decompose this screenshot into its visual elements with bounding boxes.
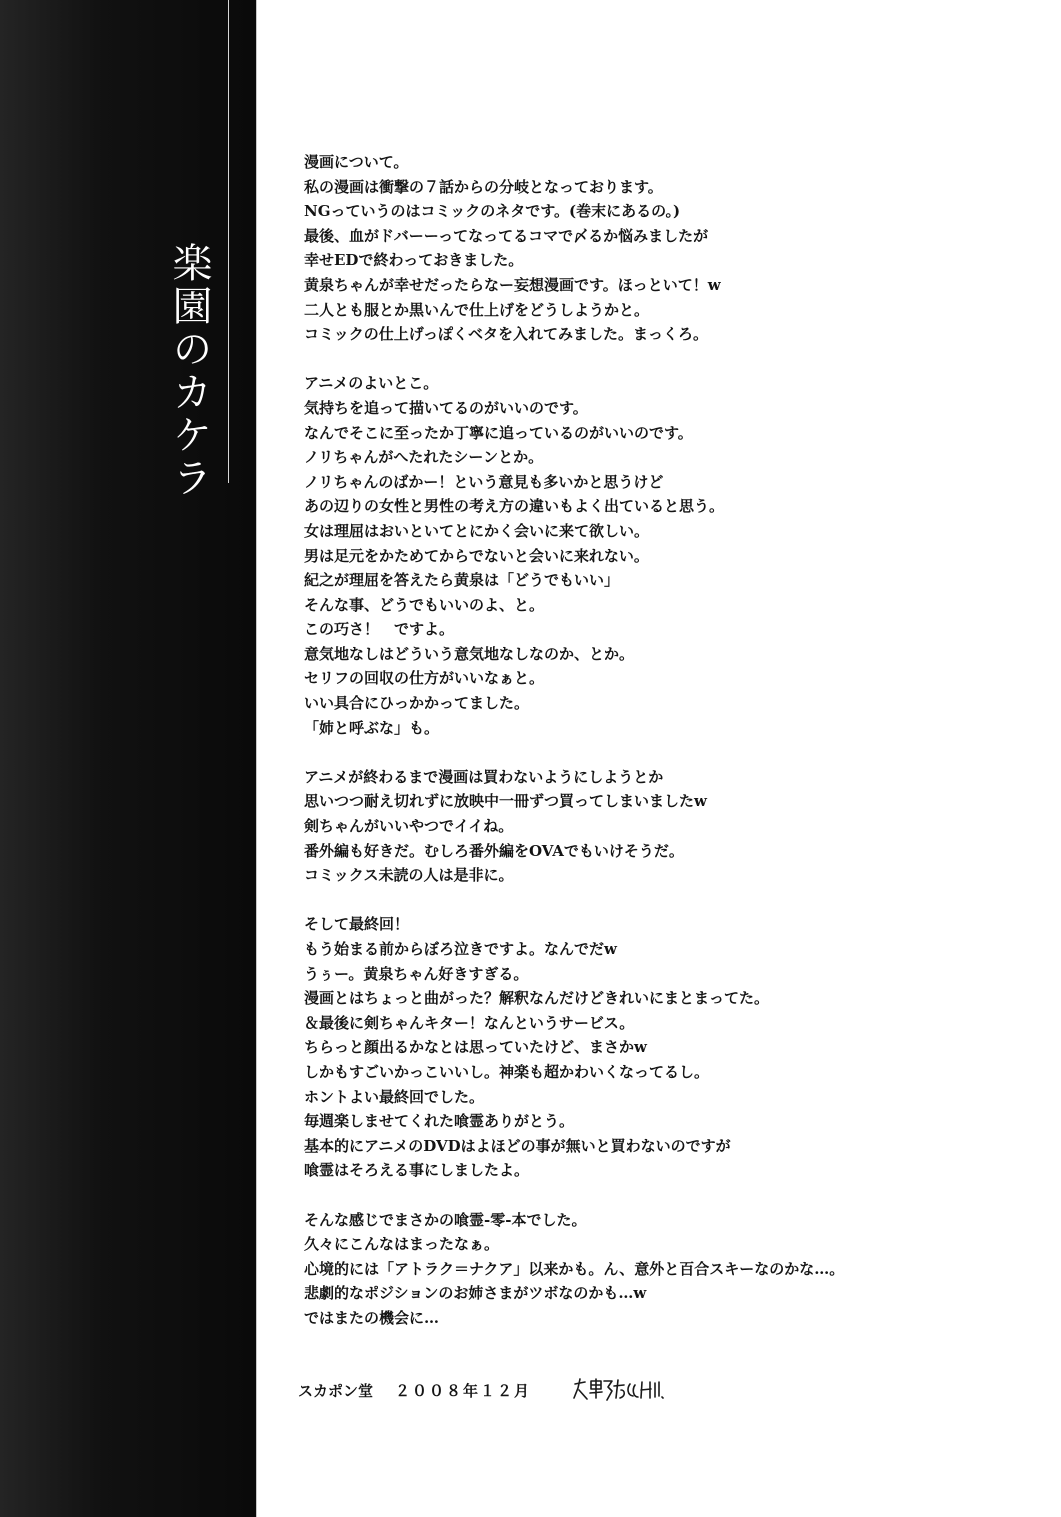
text-line: 基本的にアニメのDVDはよほどの事が無いと買わないのですが [304, 1136, 731, 1155]
text-line: 黄泉ちゃんが幸せだったらなー妄想漫画です。ほっといて！w [304, 275, 721, 294]
circle-name: スカポン堂 [298, 1381, 374, 1400]
handwritten-signature [571, 1376, 667, 1404]
text-line: アニメのよいとこ。 [304, 374, 439, 393]
text-line: 気持ちを追って描いてるのがいいのです。 [304, 398, 588, 417]
page-edge-line [256, 0, 257, 1517]
text-line: コミックの仕上げっぽくベタを入れてみました。まっくろ。 [304, 325, 708, 344]
text-line: そして最終回！ [304, 915, 410, 934]
paragraph [304, 912, 1004, 1183]
text-line: 二人とも服とか黒いんで仕上げをどうしようかと。 [304, 300, 650, 319]
text-line: ホントよい最終回でした。 [304, 1087, 485, 1106]
text-line: 「姉と呼ぶな」も。 [304, 718, 440, 737]
text-line: ノリちゃんのばかー！という意見も多いかと思うけど [304, 472, 664, 491]
text-line: 漫画について。 [304, 153, 409, 171]
text-line: 毎週楽しませてくれた喰霊ありがとう。 [304, 1112, 575, 1131]
text-line: 喰霊はそろえる事にしましたよ。 [304, 1161, 530, 1180]
spine-divider-line [228, 0, 229, 483]
text-line: 悲劇的なポジションのお姉さまがツボなのかも…w [304, 1284, 647, 1303]
text-line: この巧さ！ ですよ。 [304, 620, 455, 639]
text-line: セリフの回収の仕方がいいなぁと。 [304, 669, 545, 688]
text-line: ではまたの機会に… [304, 1308, 440, 1327]
paragraph [304, 150, 1004, 347]
publication-date: ２００８年１２月 [395, 1381, 532, 1400]
text-line: 紀之が理屈を答えたら黄泉は「どうでもいい」 [304, 571, 620, 590]
text-line: 漫画とはちょっと曲がった？解釈なんだけどきれいにまとまってた。 [304, 989, 770, 1008]
text-line: 番外編も好きだ。むしろ番外編をOVAでもいけそうだ。 [304, 841, 684, 860]
text-line: 私の漫画は衝撃の７話からの分岐となっております。 [304, 177, 663, 196]
text-line: 意気地なしはどういう意気地なしなのか、とか。 [304, 644, 635, 663]
text-line: しかもすごいかっこいいし。神楽も超かわいくなってるし。 [304, 1062, 710, 1081]
book-title-vertical: 楽園のカケラ [166, 242, 212, 500]
text-line: 剣ちゃんがいいやつでイイね。 [304, 817, 514, 836]
text-line: ノリちゃんがへたれたシーンとか。 [304, 448, 544, 467]
text-line: ＆最後に剣ちゃんキター！なんというサービス。 [304, 1013, 635, 1032]
text-line: NGっていうのはコミックのネタです。(巻末にあるの。) [304, 202, 681, 221]
text-line: いい具合にひっかかってました。 [304, 694, 530, 713]
text-line: 男は足元をかためてからでないと会いに来れない。 [304, 546, 649, 565]
text-line: うぅー。黄泉ちゃん好きすぎる。 [304, 964, 529, 983]
paragraph [304, 1208, 1004, 1331]
text-line: そんな感じでまさかの喰霊-零-本でした。 [304, 1210, 587, 1229]
text-line: 最後、血がドバーーってなってるコマで〆るか悩みましたが [304, 226, 709, 245]
text-line: 思いつつ耐え切れずに放映中一冊ずつ買ってしまいましたw [304, 792, 707, 811]
afterword-text [304, 150, 1004, 1331]
text-line: もう始まる前からぼろ泣きですよ。なんでだw [304, 940, 617, 958]
text-line: ちらっと顔出るかなとは思っていたけど、まさかw [304, 1038, 647, 1057]
paragraph [304, 371, 1004, 740]
text-line: コミックス未読の人は是非に。 [304, 866, 514, 885]
text-line: 女は理屈はおいといてとにかく会いに来て欲しい。 [304, 521, 650, 540]
paragraph [304, 765, 1004, 888]
text-line: アニメが終わるまで漫画は買わないようにしようとか [304, 767, 664, 786]
text-line: なんでそこに至ったか丁寧に追っているのがいいのです。 [304, 423, 693, 442]
text-line: そんな事、どうでもいいのよ、と。 [304, 595, 545, 614]
text-line: 幸せEDで終わっておきました。 [304, 251, 524, 270]
text-line: 久々にこんなはまったなぁ。 [304, 1235, 500, 1254]
text-line: 心境的には「アトラク＝ナクア」以来かも。ん、意外と百合スキーなのかな…。 [304, 1259, 845, 1278]
footer-credit [298, 1376, 667, 1404]
dark-spine-panel [0, 0, 256, 1517]
text-line: あの辺りの女性と男性の考え方の違いもよく出ていると思う。 [304, 497, 725, 516]
